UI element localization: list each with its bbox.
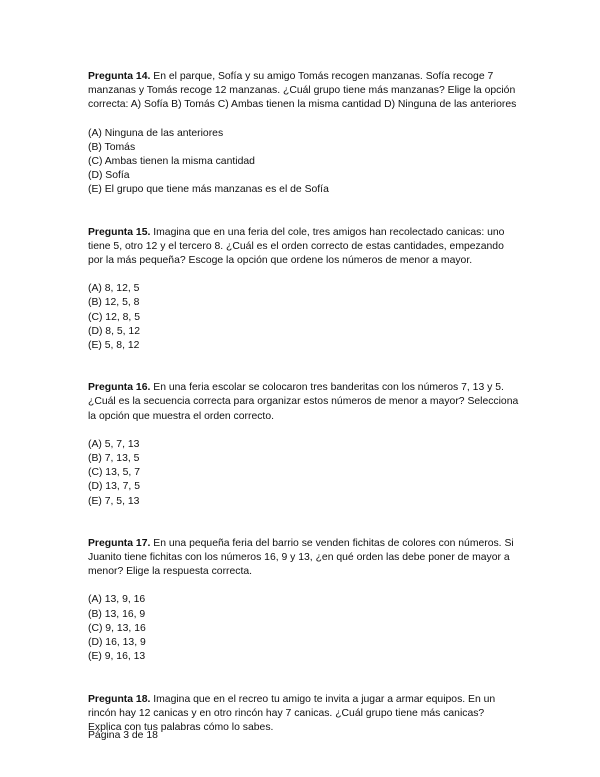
option-a: (A) 5, 7, 13 [88, 438, 140, 450]
option-e: (E) 9, 16, 13 [88, 651, 146, 663]
option-a: (A) Ninguna de las anteriores [88, 127, 224, 139]
option-b: (B) 13, 16, 9 [88, 608, 146, 620]
option-d: (D) 16, 13, 9 [88, 637, 146, 649]
question-label: Pregunta 14. [88, 71, 151, 82]
document-page [88, 70, 520, 735]
answer-options [88, 438, 520, 509]
option-b: (B) 7, 13, 5 [88, 453, 140, 465]
option-e: (E) 5, 8, 12 [88, 340, 140, 352]
answer-options [88, 127, 520, 198]
question-label: Pregunta 17. [88, 537, 151, 549]
question-14 [88, 70, 520, 198]
question-body: En una pequeña feria del barrio se venden fichitas de colores con números. Si Juanito tiene fichitas con los números 16, 9 y 13, ¿en qué orden las debe poner de mayor a menor? Elige la respuesta correcta. [88, 537, 514, 578]
question-label: Pregunta 15. [88, 226, 151, 238]
option-c: (C) Ambas tienen la misma cantidad [88, 156, 255, 168]
answer-options [88, 282, 520, 353]
option-d: (D) 8, 5, 12 [88, 325, 140, 337]
spacer [88, 665, 520, 693]
question-17 [88, 537, 520, 665]
question-label: Pregunta 18. [88, 693, 151, 705]
question-body: Imagina que en el recreo tu amigo te invita a jugar a armar equipos. En un rincón hay 12 canicas y en otro rincón hay 7 canicas. ¿Cuál grupo tiene más canicas? Explica con tus palabras cómo lo sabes. [88, 693, 496, 733]
question-text [88, 70, 520, 113]
spacer [88, 353, 520, 381]
question-text [88, 537, 520, 580]
question-15 [88, 226, 520, 354]
option-d: (D) 13, 7, 5 [88, 481, 140, 493]
question-label: Pregunta 16. [88, 382, 151, 394]
option-c: (C) 13, 5, 7 [88, 467, 140, 479]
option-e: (E) El grupo que tiene más manzanas es el de Sofía [88, 184, 329, 196]
option-c: (C) 12, 8, 5 [88, 311, 140, 323]
question-text [88, 381, 520, 424]
option-b: (B) 12, 5, 8 [88, 297, 140, 309]
option-a: (A) 8, 12, 5 [88, 283, 140, 295]
option-b: (B) Tomás [88, 141, 136, 153]
option-d: (D) Sofía [88, 170, 130, 182]
option-c: (C) 9, 13, 16 [88, 622, 146, 634]
option-a: (A) 13, 9, 16 [88, 594, 146, 606]
spacer [88, 198, 520, 226]
question-body: En una feria escolar se colocaron tres banderitas con los números 7, 13 y 5. ¿Cuál es la secuencia correcta para organizar estos números de menor a mayor? Selecciona la opción que muestra el orden correcto. [88, 382, 519, 422]
answer-options [88, 593, 520, 664]
question-body: En el parque, Sofía y su amigo Tomás recogen manzanas. Sofía recoge 7 manzanas y Tomás recoge 12 manzanas. ¿Cuál grupo tiene más manzanas? Elige la opción correcta: A) Sofía B) Tomás C) Ambas tienen la misma cantidad D) Ninguna de las anteriores [88, 71, 517, 111]
question-text [88, 226, 520, 269]
page-number: Página 3 de 18 [88, 730, 158, 741]
option-e: (E) 7, 5, 13 [88, 495, 140, 507]
page-footer [88, 729, 158, 743]
question-body: Imagina que en una feria del cole, tres amigos han recolectado canicas: uno tiene 5, otro 12 y el tercero 8. ¿Cuál es el orden correcto de estas cantidades, empezando por la más pequeña? Escoge la opción que ordene los números de menor a mayor. [88, 226, 505, 267]
spacer [88, 509, 520, 537]
question-16 [88, 381, 520, 509]
